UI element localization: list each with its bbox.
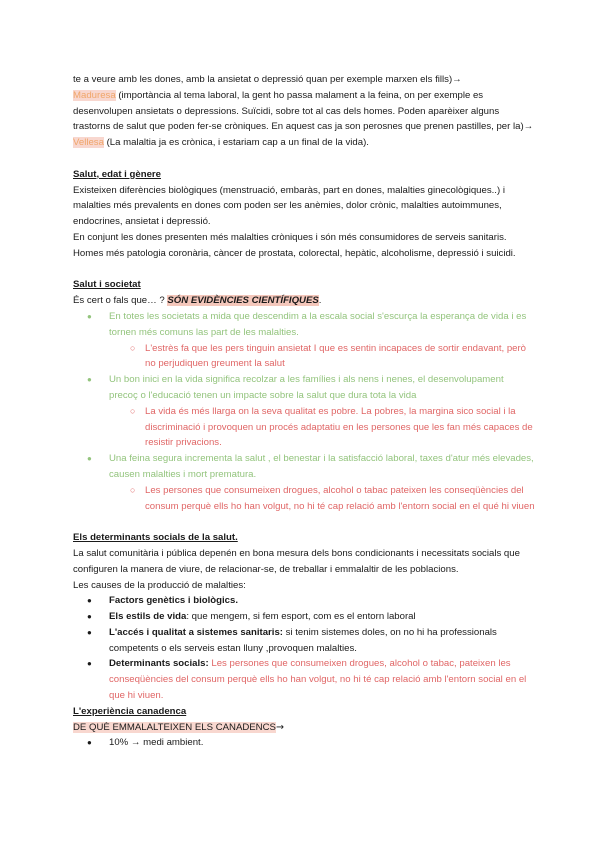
list-subitem <box>73 404 535 451</box>
list-subitem-text: La vida és més llarga on la seva qualitat es pobre. La pobres, la margina sico social i la discriminació i provoquen un procés adaptatiu en les persones que les fan més capaces de resistir privacions. <box>145 405 533 449</box>
circle-bullet-icon: ○ <box>130 405 136 416</box>
vellesa-label: Vellesa <box>73 137 104 149</box>
list-item-text: Un bon inici en la vida significa recolzar a les famílies i als nens i nenes, el desenvolupament precoç o l'educació tenen un impacte sobre la salut que dura tota la vida <box>109 374 504 401</box>
list-item <box>73 656 535 703</box>
bullet-icon: ● <box>87 311 92 321</box>
list-item <box>73 451 535 483</box>
bullet-icon: ● <box>87 454 92 464</box>
bullet-icon: ● <box>87 738 92 748</box>
true-false-question <box>73 293 535 309</box>
question-text: És cert o fals que… ? <box>73 295 168 307</box>
cause-access-label: L'accés i qualitat a sistemes sanitaris: <box>109 626 283 638</box>
list-item <box>73 735 535 751</box>
document-page <box>73 72 535 751</box>
cause-lifestyle-text: : que mengem, si fem esport, com es el entorn laboral <box>186 611 416 623</box>
bullet-icon: ● <box>87 659 92 669</box>
causes-list <box>73 593 535 704</box>
section-heading-determinants: Els determinants socials de la salut. <box>73 532 238 544</box>
intro-paragraph <box>73 72 535 151</box>
list-item <box>73 609 535 625</box>
maduresa-label: Maduresa <box>73 89 116 101</box>
list-subitem <box>73 341 535 373</box>
maduresa-text: (importància al tema laboral, la gent ho passa malament a la feina, on per exemple es desenvolupen ansietats o depressions. Suïcidi, sobre tot al cas dels homes. Poden aparèixer alguns trastorns de salut que poden fer-se cròniques. En aquest cas ja son perosnes que prenen pastilles, per la)→ <box>73 89 534 133</box>
list-item <box>73 625 535 657</box>
answer-period: . <box>318 295 322 307</box>
list-item <box>73 593 535 609</box>
section-1-paragraph-1: Existeixen diferències biològiques (menstruació, embaràs, part en dones, malalties ginecològiques..) i malalties més prevalents en dones com poden ser les anèmies, dolor crònic, malalties autoimmunes, endocrines, ansietat i depressió. <box>73 184 505 228</box>
list-item-text: Una feina segura incrementa la salut , el benestar i la satisfacció laboral, taxes d'atur més elevades, causen malalties i mort prematura. <box>109 453 534 480</box>
list-subitem <box>73 483 535 515</box>
list-subitem-text: Les persones que consumeixen drogues, alcohol o tabac pateixen les conseqüències del consum perquè ells ho han volgut, no hi té cap relació amb l'entorn social en el qué hi viuen <box>145 484 535 512</box>
section-heading-canadenca: L'experiència canadenca <box>73 705 187 717</box>
section-heading-salut-societat: Salut i societat <box>73 279 141 291</box>
bullet-icon: ● <box>87 627 92 637</box>
section-heading-salut-edat-genere: Salut, edat i gènere <box>73 168 161 180</box>
cause-social-text: Les persones que consumeixen drogues, alcohol o tabac, pateixen les conseqüències del consum perquè ells ho han volgut, no hi té cap relació amb l'entorn social en el que hi viuen. <box>109 658 527 702</box>
canadencs-list <box>73 735 535 751</box>
vellesa-text: (La malaltia ja es crònica, i estariam cap a un final de la vida). <box>103 137 369 149</box>
arrow-icon: → <box>275 721 284 733</box>
list-item <box>73 372 535 404</box>
list-subitem-text: L'estrès fa que les pers tinguin ansietat I que es sentin incapaces de sortir endavant, però no perjudiquen greument la salut <box>145 342 527 370</box>
bullet-icon: ● <box>87 375 92 385</box>
canadencs-subheading <box>73 720 535 736</box>
list-item <box>73 309 535 341</box>
societat-list <box>73 309 535 514</box>
canadencs-highlight: DE QUÈ EMMALALTEIXEN ELS CANADENCS <box>73 721 276 733</box>
section-3-paragraph-1: La salut comunitària i pública depenén en bona mesura dels bons condicionants i necessitats socials que configuren la manera de viure, de relacionar-se, de treballar i emmalaltir de les poblacions. <box>73 547 520 575</box>
section-1-paragraph-2: En conjunt les dones presenten més malalties cròniques i són més consumidores de serveis sanitaris. Homes més patologia coronària, càncer de prostata, colorectal, hepàtic, alcoholisme, depressió i suicidi. <box>73 231 516 259</box>
cause-social-label: Determinants socials: <box>109 658 209 670</box>
answer-highlight: SÓN EVIDÈNCIES CIENTÍFIQUES <box>167 295 319 307</box>
cause-lifestyle-label: Els estils de vida <box>109 611 187 623</box>
section-3-paragraph-2: Les causes de la producció de malalties: <box>73 579 246 591</box>
intro-line-1: te a veure amb les dones, amb la ansietat o depressió quan per exemple marxen els fills)→ <box>73 74 462 85</box>
circle-bullet-icon: ○ <box>130 342 136 353</box>
list-item-text: En totes les societats a mida que descendim a la escala social s'escurça la esperança de vida i es tornen més comuns las part de les malalties. <box>109 310 527 338</box>
cause-genetic: Factors genètics i biològics. <box>109 595 239 607</box>
bullet-icon: ● <box>87 596 92 606</box>
circle-bullet-icon: ○ <box>130 484 136 495</box>
bullet-icon: ● <box>87 612 92 622</box>
cause-access-text: si tenim sistemes doles, on no hi ha professionals competents o els serveis estan lluny ,provoquen malalties. <box>109 626 497 654</box>
list-item-text: 10% → medi ambient. <box>109 737 204 749</box>
